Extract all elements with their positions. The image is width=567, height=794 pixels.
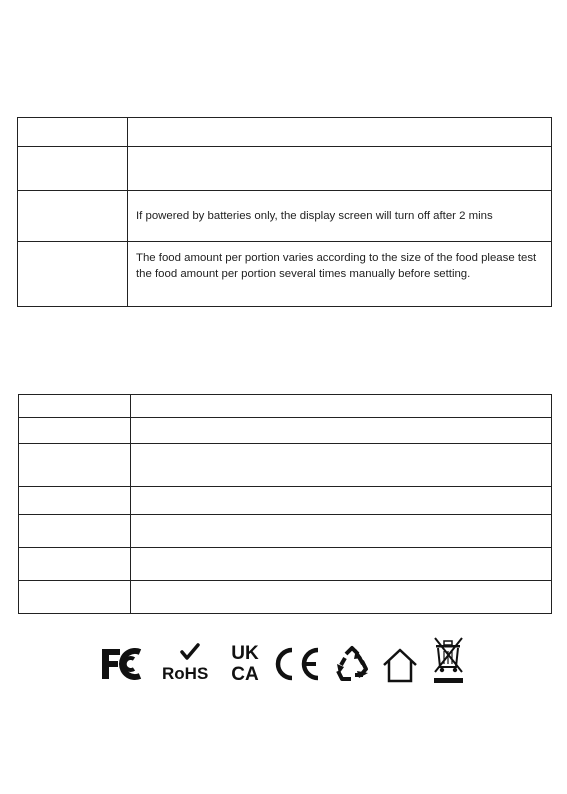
certification-logos (0, 630, 567, 690)
table-row (19, 418, 552, 444)
table-cell-value (131, 487, 552, 515)
ukca-mark-icon (226, 640, 264, 686)
ce-mark-icon (272, 647, 322, 681)
rohs-logo-icon (160, 642, 216, 682)
table-cell-label (19, 548, 131, 581)
table-row (19, 548, 552, 581)
table-cell-label (19, 515, 131, 548)
table-row (19, 395, 552, 418)
table-cell-label (18, 191, 128, 242)
fcc-logo-icon (100, 647, 150, 681)
table-cell-label (18, 147, 128, 191)
spec-table-1 (17, 117, 552, 307)
table-cell-value (131, 548, 552, 581)
table-row (19, 487, 552, 515)
weee-crossed-bin-icon (429, 634, 467, 688)
ukca-bottom-text: CA (231, 664, 259, 685)
table-cell-value (128, 118, 552, 147)
table-cell-value (131, 581, 552, 614)
recycle-icon (333, 645, 371, 683)
table-row (19, 515, 552, 548)
indoor-use-house-icon (381, 647, 419, 683)
spec-table-2 (18, 394, 552, 614)
table-cell-value (128, 147, 552, 191)
table-cell-value (131, 395, 552, 418)
rohs-text: RoHS (162, 664, 209, 682)
table-cell-value (131, 515, 552, 548)
table-cell-value: The food amount per portion varies according to the size of the food please test the food amount per portion several times manually before setting. (128, 242, 552, 307)
table-cell-label (19, 444, 131, 487)
table-cell-value (131, 418, 552, 444)
table-cell-label (19, 418, 131, 444)
table-cell-label (19, 395, 131, 418)
table-row (18, 118, 552, 147)
table-cell-label (19, 581, 131, 614)
ukca-top-text: UK (231, 643, 259, 664)
table-cell-label (18, 118, 128, 147)
table-cell-label (18, 242, 128, 307)
table-cell-label (19, 487, 131, 515)
table-row (18, 191, 552, 242)
table-cell-value: If powered by batteries only, the display screen will turn off after 2 mins (128, 191, 552, 242)
table-cell-value (131, 444, 552, 487)
table-row (19, 581, 552, 614)
table-row (18, 242, 552, 307)
table-row (18, 147, 552, 191)
table-row (19, 444, 552, 487)
